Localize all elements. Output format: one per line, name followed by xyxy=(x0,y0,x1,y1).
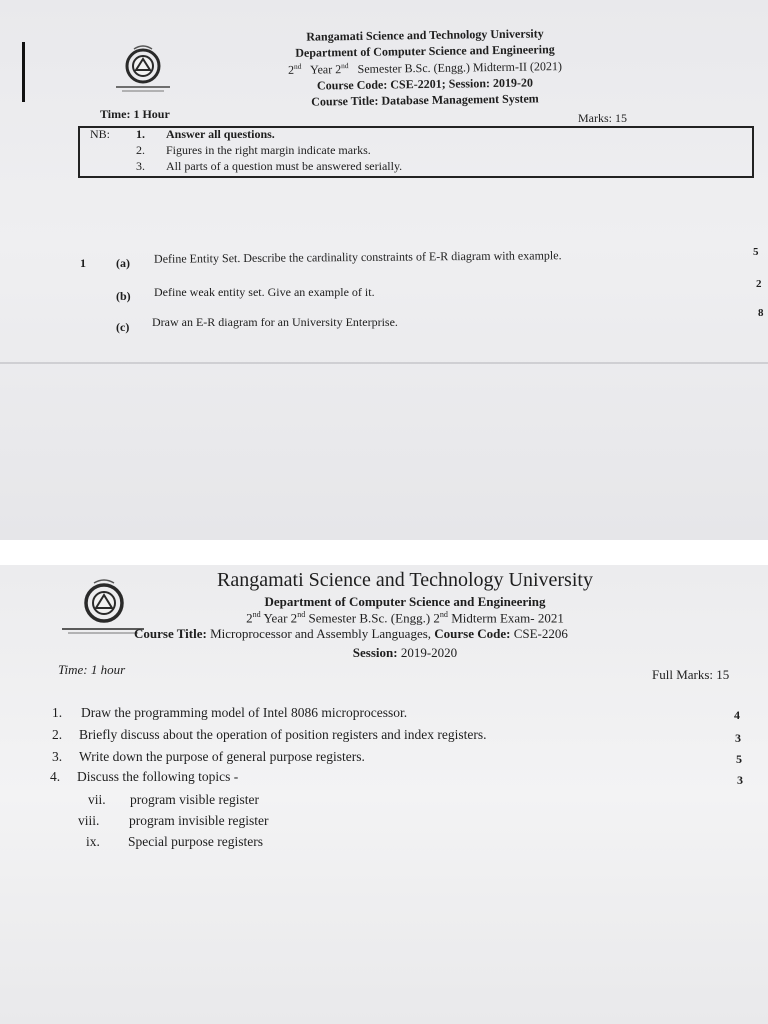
paper-fold xyxy=(0,362,768,364)
subtopic-text: program invisible register xyxy=(129,813,269,828)
question-number: 1. xyxy=(52,705,63,720)
subtopic-number: vii. xyxy=(88,792,106,807)
question-text: Discuss the following topics - xyxy=(77,769,239,784)
part-label: (b) xyxy=(116,289,131,303)
note-number: 1. xyxy=(136,127,145,141)
exam-sheet-microprocessor xyxy=(0,565,768,1024)
note-number: 2. xyxy=(136,143,145,157)
question-text: Write down the purpose of general purpose registers. xyxy=(79,749,365,764)
exam-time: Time: 1 Hour xyxy=(100,107,170,121)
question-text: Draw the programming model of Intel 8086 microprocessor. xyxy=(81,705,408,720)
exam-line: 2nd Year 2nd Semester B.Sc. (Engg.) Midterm-II (2021) xyxy=(287,59,563,77)
part-text: Define weak entity set. Give an example of it. xyxy=(154,285,375,299)
exam-marks: Marks: 15 xyxy=(578,111,627,125)
part-text: Draw an E-R diagram for an University Enterprise. xyxy=(152,315,398,329)
nb-label: NB: xyxy=(90,127,111,141)
part-marks: 2 xyxy=(756,278,762,290)
part-marks: 8 xyxy=(758,307,764,319)
note-text: All parts of a question must be answered serially. xyxy=(166,159,403,173)
question-text: Briefly discuss about the operation of position registers and index registers. xyxy=(79,727,487,742)
exam-full-marks: Full Marks: 15 xyxy=(652,667,730,682)
part-text: Define Entity Set. Describe the cardinality constraints of E-R diagram with example. xyxy=(153,248,562,266)
exam-line: 2nd Year 2nd Semester B.Sc. (Engg.) 2nd Midterm Exam- 2021 xyxy=(246,610,564,626)
university-name: Rangamati Science and Technology University xyxy=(306,26,544,44)
note-number: 3. xyxy=(136,159,145,173)
subtopic-number: ix. xyxy=(86,834,100,849)
session-line: Session: 2019-2020 xyxy=(352,645,458,660)
question-marks: 3 xyxy=(737,773,743,787)
part-label: (a) xyxy=(116,256,130,270)
pen-mark xyxy=(22,42,25,102)
question-marks: 5 xyxy=(736,752,742,766)
question-marks: 3 xyxy=(735,731,741,745)
course-line: Course Title: Microprocessor and Assembly Languages, Course Code: CSE-2206 xyxy=(134,626,568,641)
course-code-line: Course Code: CSE-2201; Session: 2019-20 xyxy=(316,75,534,93)
question-marks: 4 xyxy=(734,708,740,722)
question-number: 2. xyxy=(52,727,63,742)
university-name: Rangamati Science and Technology University xyxy=(217,569,593,591)
subtopic-text: Special purpose registers xyxy=(128,834,263,849)
course-title-line: Course Title: Database Management System xyxy=(311,91,539,109)
part-label: (c) xyxy=(116,320,130,334)
note-text: Answer all questions. xyxy=(166,127,275,141)
department-name: Department of Computer Science and Engineering xyxy=(295,42,555,60)
note-text: Figures in the right margin indicate marks. xyxy=(166,143,371,157)
question-number: 1 xyxy=(80,256,86,270)
university-seal-icon xyxy=(62,575,144,637)
question-number: 4. xyxy=(50,769,61,784)
question-number: 3. xyxy=(52,749,63,764)
part-marks: 5 xyxy=(753,246,759,258)
exam-time: Time: 1 hour xyxy=(58,662,126,677)
university-seal-icon xyxy=(112,44,174,94)
subtopic-text: program visible register xyxy=(130,792,259,807)
department-name: Department of Computer Science and Engineering xyxy=(264,594,546,609)
subtopic-number: viii. xyxy=(78,813,100,828)
